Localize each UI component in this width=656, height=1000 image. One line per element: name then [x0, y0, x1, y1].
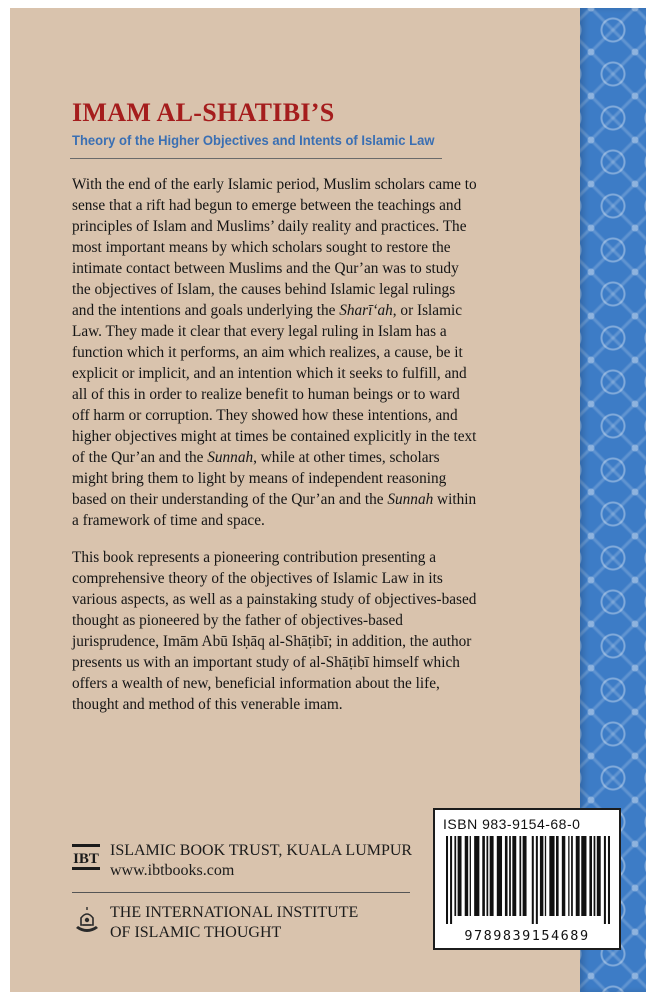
blurb-text: within a framework of time and space. [72, 491, 477, 529]
publisher-website: www.ibtbooks.com [110, 862, 235, 879]
barcode-bar [604, 836, 606, 924]
barcode-bar [486, 836, 488, 916]
title-divider [70, 158, 442, 159]
ibt-logo-icon [72, 844, 100, 870]
barcode-bar [490, 836, 494, 916]
barcode-bars [444, 836, 612, 924]
blurb-text: , while at other times, scholars might bring them to light by means of independent reasoning based on their understanding of the Qur’an and the [72, 449, 447, 508]
barcode-bar [597, 836, 601, 916]
barcode-bar [589, 836, 592, 916]
book-title: IMAM AL-SHATIBI’S [72, 98, 335, 127]
term-shariah: Sharī‘ah [339, 302, 393, 319]
publisher-divider [72, 892, 410, 893]
barcode-bar [545, 836, 546, 916]
barcode-bar [594, 836, 596, 916]
institute-name-line-2: OF ISLAMIC THOUGHT [110, 924, 282, 941]
barcode-bar [505, 836, 508, 916]
barcode-bar [540, 836, 543, 916]
barcode-bar [482, 836, 485, 916]
barcode-bar [556, 836, 559, 916]
blurb-paragraph-1 [72, 174, 478, 531]
barcode-bar [549, 836, 554, 916]
barcode-bar [446, 836, 448, 924]
barcode-bar [512, 836, 516, 916]
barcode-bar [536, 836, 538, 924]
barcode-bar [497, 836, 502, 916]
barcode-bar [571, 836, 573, 916]
barcode-bar [562, 836, 565, 916]
barcode-bar [450, 836, 452, 924]
barcode-bar [458, 836, 462, 916]
isbn-label: ISBN 983-9154-68-0 [443, 816, 581, 832]
barcode-bar [474, 836, 479, 916]
book-back-cover [10, 8, 646, 992]
barcode-bar [581, 836, 586, 916]
ibt-logo-text: IBT [73, 851, 99, 867]
barcode-bar [576, 836, 580, 916]
book-subtitle: Theory of the Higher Objectives and Intents of Islamic Law [72, 132, 435, 148]
institute-name-line-1: THE INTERNATIONAL INSTITUTE [110, 904, 359, 921]
barcode-bar [465, 836, 468, 916]
blurb-text: , or Islamic Law. They made it clear that every legal ruling in Islam has a function which it performs, an aim which realizes, a cause, be it explicit or implicit, and an intention which it seeks to fulfill, and all of this in order to realize benefit to human beings or to ward off harm or corruption. They showed how these intentions, and higher objectives might at times be contained explicitly in the text of the Qur’an and the [72, 302, 477, 466]
term-sunnah: Sunnah [207, 449, 254, 466]
blurb-text: With the end of the early Islamic period, Muslim scholars came to sense that a rift had begun to emerge between the teachings and principles of Islam and Muslims’ daily reality and practices. The most important means by which scholars sought to restore the intimate contact between Muslims and the Qur’an was to study the objectives of Islam, the causes behind Islamic legal rulings and the intentions and goals underlying the [72, 176, 477, 319]
iiit-emblem-icon [72, 906, 102, 936]
barcode-bar [454, 836, 456, 916]
barcode-bar [509, 836, 511, 916]
barcode-bar [523, 836, 527, 916]
blurb-paragraph-2: This book represents a pioneering contribution presenting a comprehensive theory of the objectives of Islamic Law in its various aspects, as well as a painstaking study of objectives-based thought as pioneered by the father of objectives-based jurisprudence, Imām Abū Isḥāq al-Shāṭibī; in addition, the author presents us with an important study of al-Shāṭibī himself which offers a wealth of new, beneficial information about the life, thought and method of this venerable imam. [72, 549, 477, 713]
barcode-number: 9789839154689 [464, 928, 590, 944]
barcode-bar [568, 836, 569, 916]
publisher-name: ISLAMIC BOOK TRUST, KUALA LUMPUR [110, 842, 413, 859]
term-sunnah: Sunnah [387, 491, 434, 508]
barcode-panel [433, 808, 621, 950]
barcode-bar [532, 836, 534, 924]
barcode-bar [608, 836, 610, 924]
barcode-bar [519, 836, 521, 916]
barcode-bar [470, 836, 471, 916]
